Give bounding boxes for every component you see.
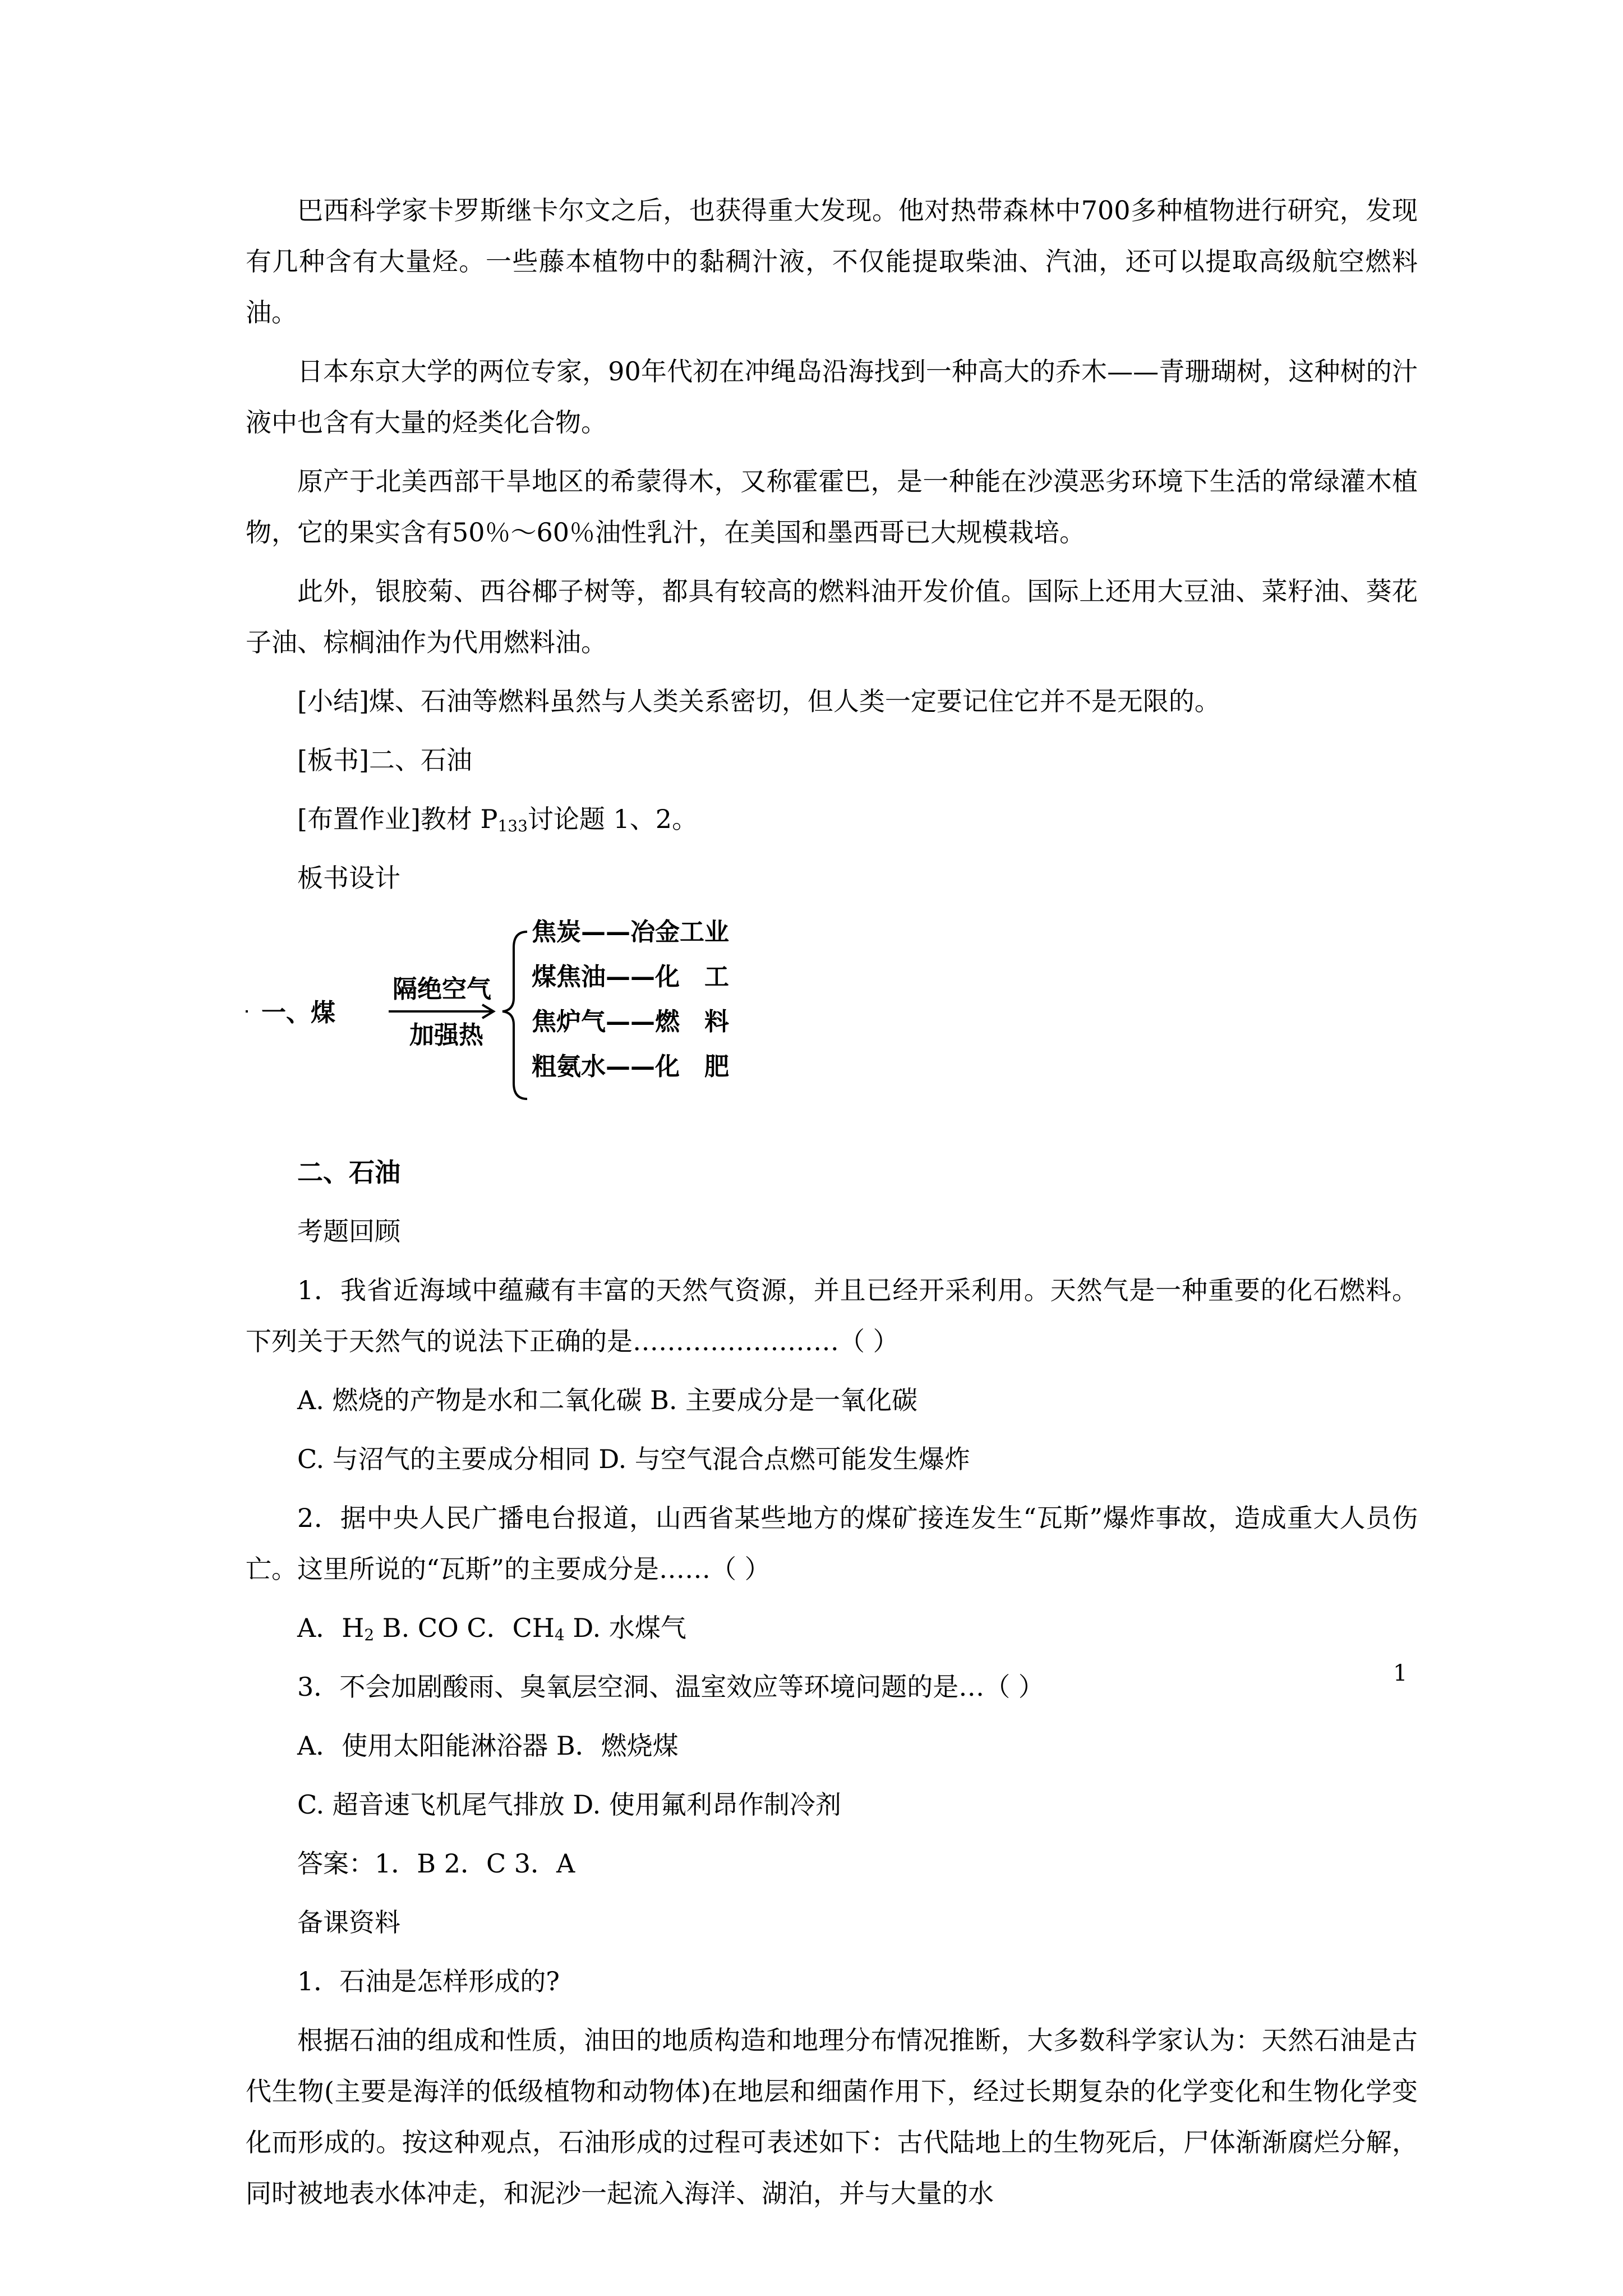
product-label: 煤焦油: [532, 963, 606, 991]
diagram-row: [532, 1008, 729, 1036]
review-title: 考题回顾: [297, 1216, 400, 1246]
diagram-brace: [502, 932, 527, 1099]
homework-prefix: [布置作业]教材 P: [297, 804, 498, 834]
paragraph-jojoba: 原产于北美西部干旱地区的希蒙得木，又称霍霍巴，是一种能在沙漠恶劣环境下生活的常绿灌木植物，它的果实含有50％～60％油性乳汁，在美国和墨西哥已大规模栽培。: [246, 466, 1418, 547]
ch4-subscript: 4: [554, 1626, 565, 1644]
use-label: 燃 料: [655, 1007, 729, 1036]
product-label: 焦炉气: [532, 1007, 606, 1036]
question-1-options-ab: A. 燃烧的产物是水和二氧化碳 B. 主要成分是一氧化碳: [297, 1385, 918, 1415]
dash: ——: [606, 1052, 655, 1081]
use-label: 化 肥: [655, 1052, 729, 1081]
diagram-row: [532, 963, 729, 991]
answers-line: 答案：1．B 2．C 3．A: [297, 1848, 575, 1879]
diagram-row: [532, 1053, 729, 1081]
paragraph-brazil: 巴西科学家卡罗斯继卡尔文之后，也获得重大发现。他对热带森林中700多种植物进行研究，发现有几种含有大量烃。一些藤本植物中的黏稠汁液，不仅能提取柴油、汽油，还可以提取高级航空燃料油。: [246, 195, 1418, 328]
question-3-options-ab: A．使用太阳能淋浴器 B．燃烧煤: [297, 1731, 679, 1761]
product-label: 粗氨水: [532, 1052, 606, 1081]
question-1: 1．我省近海域中蕴藏有丰富的天然气资源，并且已经开采利用。天然气是一种重要的化石燃料。下列关于天然气的说法下正确的是……………………（ ）: [246, 1275, 1418, 1356]
prep-question-title: 1．石油是怎样形成的?: [297, 1966, 560, 1996]
homework-page-subscript: 133: [497, 817, 528, 835]
summary-line: [小结]煤、石油等燃料虽然与人类关系密切，但人类一定要记住它并不是无限的。: [297, 686, 1220, 716]
diagram-root-coal: 一、煤: [261, 999, 335, 1027]
diagram-row: [532, 918, 729, 946]
diagram-condition-bottom: 加强热: [409, 1021, 483, 1050]
option-d: D. 水煤气: [564, 1613, 686, 1643]
page-number: 1: [1393, 1660, 1408, 1686]
use-label: 化 工: [655, 963, 729, 991]
product-label: 焦炭: [532, 918, 581, 946]
page-content: [246, 185, 1418, 2219]
use-label: 冶金工业: [630, 918, 729, 946]
board-design-label: 板书设计: [297, 863, 400, 893]
option-bc: B. CO C．CH: [374, 1613, 555, 1643]
dash: ——: [581, 918, 630, 946]
paragraph-other-fuels: 此外，银胶菊、西谷椰子树等，都具有较高的燃料油开发价值。国际上还用大豆油、菜籽油、葵花子油、棕榈油作为代用燃料油。: [246, 576, 1418, 657]
question-3: 3．不会加剧酸雨、臭氧层空洞、温室效应等环境问题的是…（ ）: [297, 1672, 1044, 1702]
question-1-options-cd: C. 与沼气的主要成分相同 D. 与空气混合点燃可能发生爆炸: [297, 1444, 970, 1474]
section-heading: 二、石油: [297, 1157, 400, 1188]
question-3-options-cd: C. 超音速飞机尾气排放 D. 使用氟利昂作制冷剂: [297, 1789, 841, 1820]
dash: ——: [606, 963, 655, 991]
diagram-condition-top: 隔绝空气: [393, 975, 491, 1004]
paragraph-japan: 日本东京大学的两位专家，90年代初在冲绳岛沿海找到一种高大的乔木——青珊瑚树，这种树的汁液中也含有大量的烃类化合物。: [246, 356, 1418, 438]
homework-line: [246, 794, 1418, 845]
question-2: 2．据中央人民广播电台报道，山西省某些地方的煤矿接连发生“瓦斯”爆炸事故，造成重大人员伤亡。这里所说的“瓦斯”的主要成分是……（ ）: [246, 1503, 1418, 1584]
prep-title: 备课资料: [297, 1907, 400, 1938]
dash: ——: [606, 1007, 655, 1036]
question-2-options: [246, 1603, 1418, 1654]
coal-diagram: [246, 915, 1418, 1139]
option-a: A．H: [297, 1613, 365, 1643]
board-line: [板书]二、石油: [297, 745, 472, 775]
prep-body: 根据石油的组成和性质，油田的地质构造和地理分布情况推断，大多数科学家认为：天然石油是古代生物(主要是海洋的低级植物和动物体)在地层和细菌作用下，经过长期复杂的化学变化和生物化学变化而形成的。按这种观点，石油形成的过程可表述如下：古代陆地上的生物死后，尸体渐渐腐烂分解，同时被地表水体冲走，和泥沙一起流入海洋、湖泊，并与大量的水: [246, 2025, 1418, 2208]
h2-subscript: 2: [364, 1626, 375, 1644]
homework-suffix: 讨论题 1、2。: [527, 804, 698, 834]
